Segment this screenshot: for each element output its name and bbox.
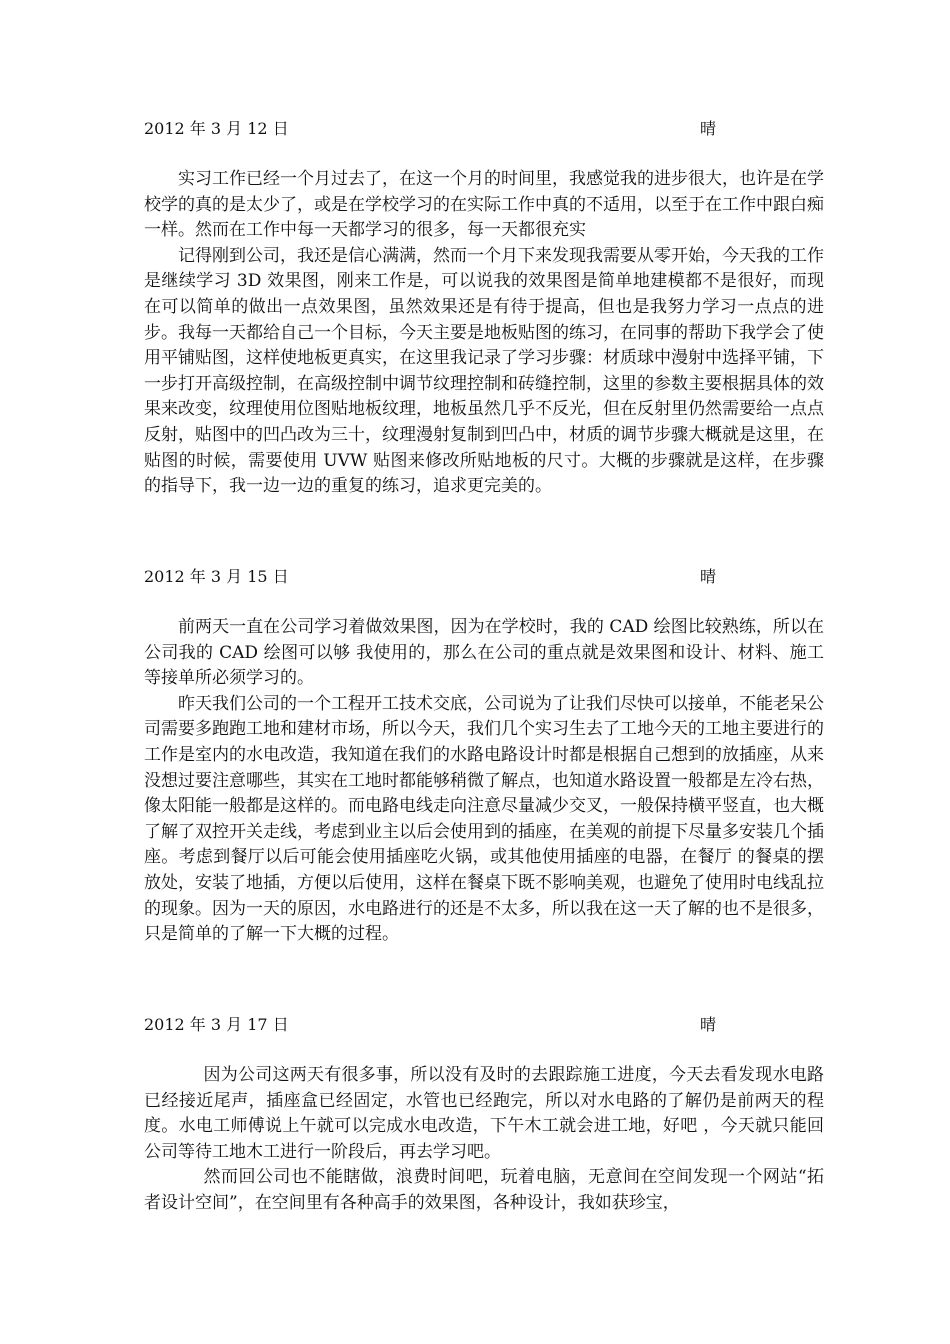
entry-date: 2012 年 3 月 17 日 xyxy=(144,1015,289,1034)
entry-paragraph: 然而回公司也不能瞎做，浪费时间吧，玩着电脑，无意间在空间发现一个网站“拓者设计空间”，在空间里有各种高手的效果图，各种设计，我如获珍宝， xyxy=(144,1167,824,1213)
entry-paragraph: 记得刚到公司，我还是信心满满，然而一个月下来发现我需要从零开始，今天我的工作是继续学习 3D 效果图，刚来工作是，可以说我的效果图是简单地建模都不是很好，而现在可以简单的做出一点效果图，虽然效果还是有待于提高，但也是我努力学习一点点的进步。我每一天都给自己一个目标，今天主要是地板贴图的练习，在同事的帮助下我学会了使用平铺贴图，这样使地板更真实，在这里我记录了学习步骤：材质球中漫射中选择平铺，下一步打开高级控制，在高级控制中调节纹理控制和砖缝控制，这里的参数主要根据具体的效果来改变，纹理使用位图贴地板纹理，地板虽然几乎不反光，但在反射里仍然需要给一点点反射，贴图中的凹凸改为三十，纹理漫射复制到凹凸中，材质的调节步骤大概就是这里，在贴图的时候，需要使用 UVW 贴图来修改所贴地板的尺寸。大概的步骤就是这样，在步骤的指导下，我一边一边的重复的练习，追求更完美的。 xyxy=(144,245,824,497)
entry-weather: 晴 xyxy=(700,1015,717,1034)
entry-paragraph: 前两天一直在公司学习着做效果图，因为在学校时，我的 CAD 绘图比较熟练，所以在公司我的 CAD 绘图可以够 我使用的，那么在公司的重点就是效果图和设计、材料、施工等接单所必须学习的。 xyxy=(144,617,824,689)
diary-entry xyxy=(144,565,824,948)
entry-weather: 晴 xyxy=(700,119,717,138)
entry-header xyxy=(144,565,824,589)
diary-entry xyxy=(144,117,824,500)
entry-date: 2012 年 3 月 15 日 xyxy=(144,567,289,586)
entry-header xyxy=(144,117,824,141)
entry-weather: 晴 xyxy=(700,567,717,586)
entry-body xyxy=(144,615,824,948)
entry-body xyxy=(144,167,824,500)
entry-header xyxy=(144,1013,824,1037)
entry-paragraph: 实习工作已经一个月过去了，在这一个月的时间里，我感觉我的进步很大，也许是在学校学的真的是太少了，或是在学校学习的在实际工作中真的不适用，以至于在工作中跟白痴一样。然而在工作中每一天都学习的很多，每一天都很充实 xyxy=(144,169,824,241)
entry-paragraph: 昨天我们公司的一个工程开工技术交底，公司说为了让我们尽快可以接单，不能老呆公司需要多跑跑工地和建材市场，所以今天，我们几个实习生去了工地今天的工地主要进行的工作是室内的水电改造，我知道在我们的水路电路设计时都是根据自己想到的放插座，从来没想过要注意哪些，其实在工地时都能够稍微了解点，也知道水路设置一般都是左冷右热，像太阳能一般都是这样的。而电路电线走向注意尽量减少交叉，一般保持横平竖直，也大概了解了双控开关走线，考虑到业主以后会使用到的插座，在美观的前提下尽量多安装几个插座。考虑到餐厅以后可能会使用插座吃火锅，或其他使用插座的电器，在餐厅 的餐桌的摆放处，安装了地插，方便以后使用，这样在餐桌下既不影响美观，也避免了使用时电线乱拉的现象。因为一天的原因，水电路进行的还是不太多，所以我在这一天了解的也不是很多，只是简单的了解一下大概的过程。 xyxy=(144,693,824,945)
diary-entry xyxy=(144,1013,824,1217)
entry-body xyxy=(144,1063,824,1217)
entry-paragraph: 因为公司这两天有很多事，所以没有及时的去跟踪施工进度，今天去看发现水电路已经接近尾声，插座盒已经固定，水管也已经跑完，所以对水电路的了解仍是前两天的程度。水电工师傅说上午就可以完成水电改造，下午木工就会进工地，好吧 ，今天就只能回公司等待工地木工进行一阶段后，再去学习吧。 xyxy=(144,1065,824,1162)
entry-date: 2012 年 3 月 12 日 xyxy=(144,119,289,138)
